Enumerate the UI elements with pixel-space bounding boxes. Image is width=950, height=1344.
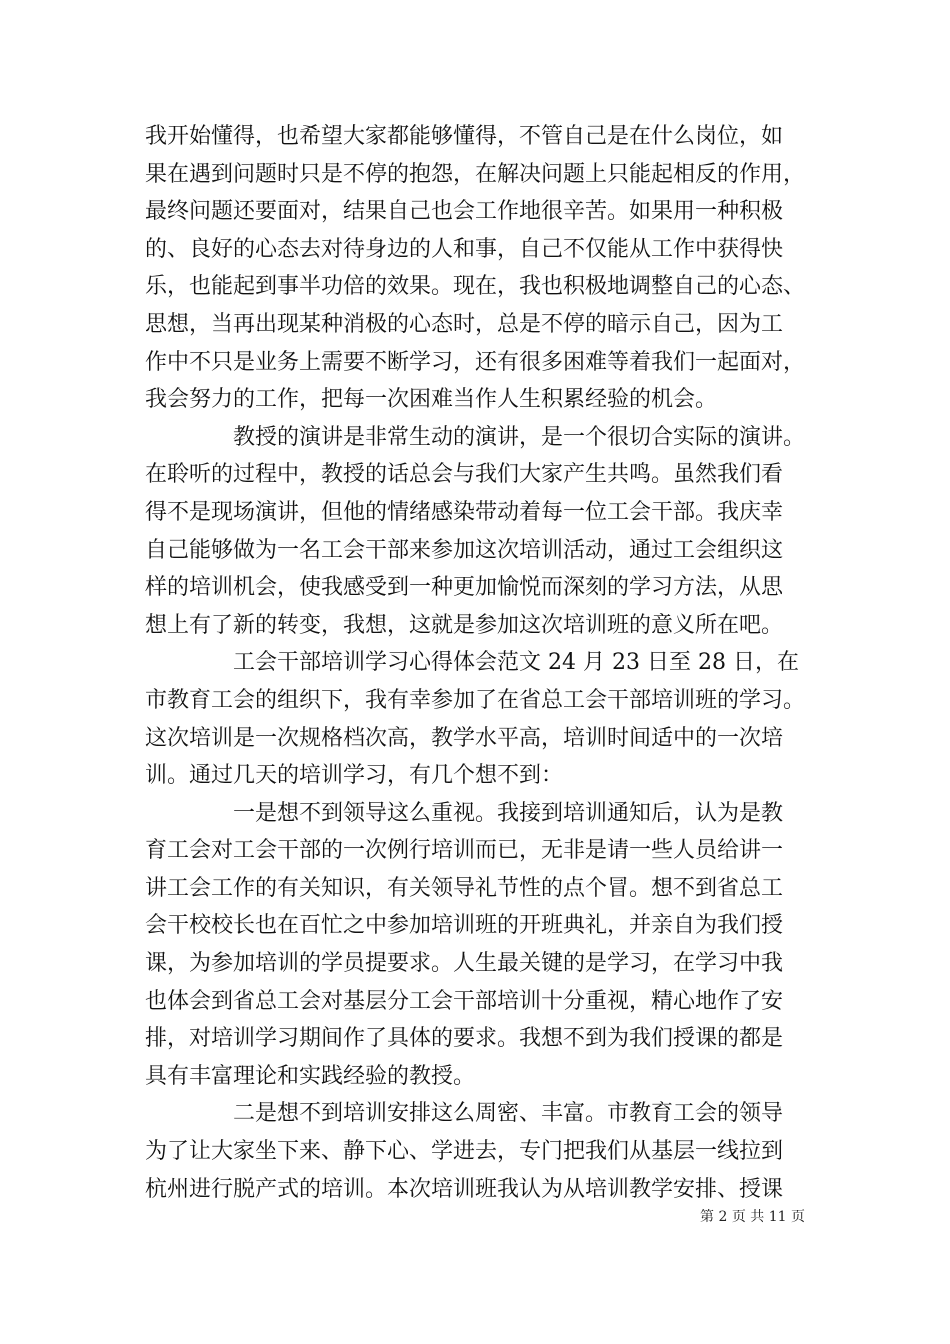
text-line: 一是想不到领导这么重视。我接到培训通知后，认为是教 <box>145 800 784 826</box>
text-line: 教授的演讲是非常生动的演讲，是一个很切合实际的演讲。 <box>145 424 806 450</box>
text-line: 作中不只是业务上需要不断学习，还有很多困难等着我们一起面对， <box>145 349 806 375</box>
text-line: 我开始懂得，也希望大家都能够懂得，不管自己是在什么岗位，如 <box>145 124 784 149</box>
page-number-footer: 第 2 页 共 11 页 <box>700 1209 805 1225</box>
text-line: 我会努力的工作，把每一次困难当作人生积累经验的机会。 <box>145 387 718 413</box>
text-line: 乐，也能起到事半功倍的效果。现在，我也积极地调整自己的心态、 <box>145 274 806 300</box>
text-line: 这次培训是一次规格档次高，教学水平高，培训时间适中的一次培 <box>145 725 784 751</box>
text-line: 果在遇到问题时只是不停的抱怨，在解决问题上只能起相反的作用， <box>145 161 806 187</box>
text-line: 想上有了新的转变，我想，这就是参加这次培训班的意义所在吧。 <box>145 612 784 638</box>
text-line: 思想，当再出现某种消极的心态时，总是不停的暗示自己，因为工 <box>145 311 784 337</box>
text-line: 具有丰富理论和实践经验的教授。 <box>145 1063 476 1089</box>
text-line: 得不是现场演讲，但他的情绪感染带动着每一位工会干部。我庆幸 <box>145 499 784 525</box>
text-line: 排，对培训学习期间作了具体的要求。我想不到为我们授课的都是 <box>145 1026 784 1052</box>
text-line: 在聆听的过程中，教授的话总会与我们大家产生共鸣。虽然我们看 <box>145 462 784 488</box>
text-line: 自己能够做为一名工会干部来参加这次培训活动，通过工会组织这 <box>145 537 784 563</box>
text-line: 最终问题还要面对，结果自己也会工作地很辛苦。如果用一种积极 <box>145 199 784 225</box>
text-line: 训。通过几天的培训学习，有几个想不到： <box>145 763 564 789</box>
text-line: 工会干部培训学习心得体会范文 24 月 23 日至 28 日，在 <box>145 650 799 676</box>
text-line: 市教育工会的组织下，我有幸参加了在省总工会干部培训班的学习。 <box>145 687 806 713</box>
text-line: 会干校校长也在百忙之中参加培训班的开班典礼，并亲自为我们授 <box>145 913 784 939</box>
text-line: 的、良好的心态去对待身边的人和事，自己不仅能从工作中获得快 <box>145 236 784 262</box>
text-line: 二是想不到培训安排这么周密、丰富。市教育工会的领导 <box>145 1101 784 1127</box>
text-line: 育工会对工会干部的一次例行培训而已，无非是请一些人员给讲一 <box>145 838 784 864</box>
text-line: 也体会到省总工会对基层分工会干部培训十分重视，精心地作了安 <box>145 988 784 1014</box>
text-line: 为了让大家坐下来、静下心、学进去，专门把我们从基层一线拉到 <box>145 1139 784 1165</box>
text-line: 课，为参加培训的学员提要求。人生最关键的是学习，在学习中我 <box>145 951 784 977</box>
document-body <box>145 118 810 1208</box>
text-line: 杭州进行脱产式的培训。本次培训班我认为从培训教学安排、授课 <box>145 1176 784 1202</box>
text-line: 讲工会工作的有关知识，有关领导礼节性的点个冒。想不到省总工 <box>145 875 784 901</box>
text-line: 样的培训机会，使我感受到一种更加愉悦而深刻的学习方法，从思 <box>145 575 784 601</box>
